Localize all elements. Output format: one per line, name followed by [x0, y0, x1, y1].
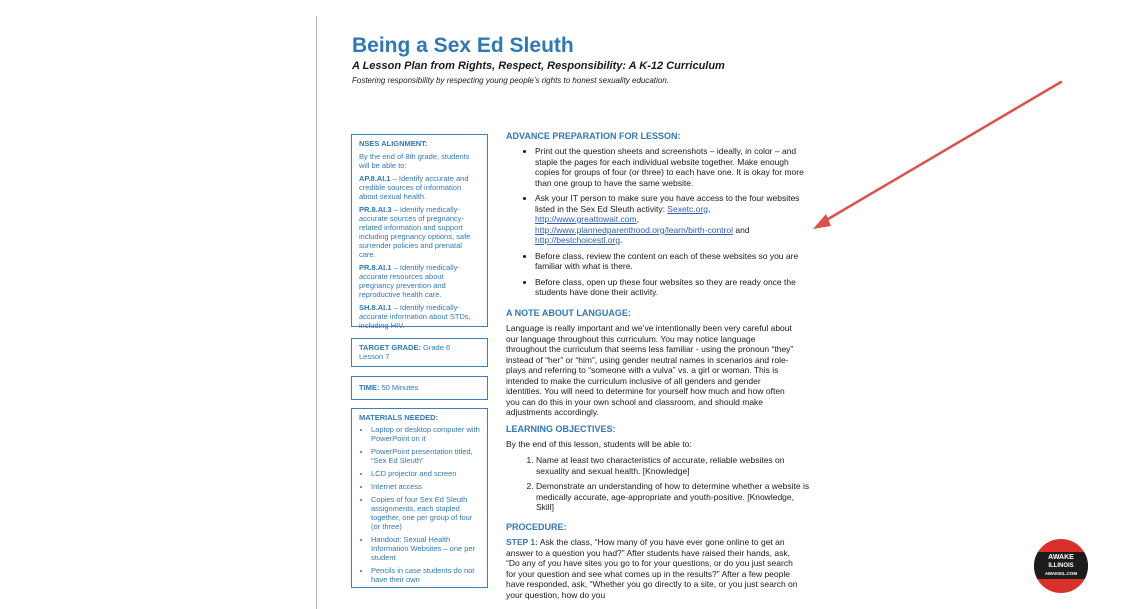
document-tagline: Fostering responsibility by respecting young people’s rights to honest sexuality education. [352, 76, 669, 85]
sexetc-link[interactable]: Sexetc.org [667, 203, 708, 214]
nses-text: – Identify accurate and credible sources of information about sexual health. [359, 174, 469, 201]
nses-text: – Identify medically-accurate resources about pregnancy prevention and reproductive health care. [359, 263, 460, 299]
materials-item: • Handout: Sexual Health Information Websites – one per student [371, 535, 480, 562]
time [359, 383, 480, 392]
advance-prep-text: Ask your IT person to make sure you have access to the four websites listed in the Sex Ed Sleuth activity: [535, 193, 800, 214]
document-subtitle: A Lesson Plan from Rights, Respect, Responsibility: A K-12 Curriculum [352, 60, 725, 72]
nses-intro: By the end of 8th grade, students will be able to: [359, 152, 470, 170]
logo-band [1034, 552, 1088, 579]
materials-list [359, 425, 480, 584]
advance-prep-heading: ADVANCE PREPARATION FOR LESSON: [506, 131, 681, 141]
materials-item: • LCD projector and screen [371, 469, 480, 478]
time-value: 50 Minutes [379, 383, 419, 392]
advance-prep-item: • Before class, review the content on each of these websites so you are familiar with what is there. [535, 251, 811, 272]
materials-item: • PowerPoint presentation titled, “Sex Ed Sleuth” [371, 447, 480, 465]
awake-illinois-logo [1034, 539, 1088, 593]
language-body: Language is really important and we’ve intentionally been very careful about our language throughout this curriculum. You may notice language throughout the curriculum that seems less familiar - using the pronoun “they” instead of “her” or “him”, using gender neutral names in scenarios and role-plays and referring to “someone with a vulva” vs. a girl or woman. This is intended to make the curriculum inclusive of all genders and gender identities. You will need to determine for yourself how much and how often you can do this in your own school and classroom, and should make adjustments accordingly. [506, 323, 794, 417]
nses-item [359, 205, 480, 259]
nses-alignment-box [351, 134, 488, 330]
separator: , [636, 214, 639, 224]
advance-prep-item [535, 193, 811, 246]
nses-item [359, 263, 480, 299]
nses-code: PR.8.AI.3 [359, 205, 392, 214]
step-label: STEP 1: [506, 537, 538, 547]
logo-line-1: AWAKE [1048, 554, 1074, 561]
materials-box [351, 408, 488, 588]
target-grade [359, 343, 480, 352]
procedure-step [506, 537, 798, 600]
nses-item [359, 303, 480, 330]
target-grade-box [351, 338, 488, 367]
bestchoicestl-link[interactable]: http://bestchoicestl.org [535, 235, 621, 245]
nses-code: PR.8.AI.1 [359, 263, 392, 272]
advance-prep-item: • Print out the question sheets and screenshots – ideally, in color – and staple the pages for each individual website together. Make enough copies for groups of four (or three) to each have one. It is okay for more than one group to have the same website. [535, 146, 811, 188]
nses-text: – Identify medically-accurate information about STDs, including HIV. [359, 303, 471, 330]
nses-text: – Identify medically-accurate sources of pregnancy-related information and support including pregnancy options, safe surrender policies and prenatal care. [359, 205, 471, 259]
time-box [351, 376, 488, 400]
materials-item: • Internet access [371, 482, 480, 491]
greattowait-link[interactable]: http://www.greattowait.com [535, 214, 637, 224]
logo-line-2: ILLINOIS [1048, 563, 1074, 569]
objectives-list [522, 455, 812, 518]
nses-item [359, 174, 480, 201]
nses-heading: NSES ALIGNMENT: [359, 139, 428, 148]
language-heading: A NOTE ABOUT LANGUAGE: [506, 308, 631, 318]
target-grade-value: Grade 6 [420, 343, 451, 352]
separator: and [732, 224, 750, 235]
objectives-heading: LEARNING OBJECTIVES: [506, 424, 616, 434]
objective-item: 1. Name at least two characteristics of accurate, reliable websites on sexuality and sexual health. [Knowledge] [536, 455, 812, 476]
materials-heading: MATERIALS NEEDED: [359, 413, 439, 422]
materials-item: • Laptop or desktop computer with PowerPoint on it [371, 425, 480, 443]
page-edge [316, 16, 317, 609]
target-grade-label: TARGET GRADE: [359, 343, 421, 352]
advance-prep-item: • Before class, open up these four websites so they are ready once the students have done their activity. [535, 277, 811, 298]
document-title: Being a Sex Ed Sleuth [352, 34, 574, 57]
objective-item: 2. Demonstrate an understanding of how to determine whether a website is medically accurate, age-appropriate and youth-positive. [Knowledge, Skill] [536, 481, 812, 513]
separator: , [707, 203, 711, 214]
logo-line-3: AWAKEIL.COM [1044, 571, 1078, 576]
materials-item: • Copies of four Sex Ed Sleuth assignments, each stapled together, one per group of four (or three) [371, 495, 480, 531]
period: . [620, 235, 623, 245]
advance-prep-list [522, 146, 811, 303]
plannedparenthood-link[interactable]: http://www.plannedparenthood.org/learn/birth-control [535, 224, 733, 235]
lesson-number: Lesson 7 [359, 352, 390, 361]
objectives-intro: By the end of this lesson, students will be able to: [506, 439, 692, 449]
time-label: TIME: [359, 383, 380, 392]
materials-item: • Pencils in case students do not have their own [371, 566, 480, 584]
nses-code: SH.8.AI.1 [359, 303, 392, 312]
procedure-heading: PROCEDURE: [506, 522, 567, 532]
step-text: Ask the class, “How many of you have ever gone online to get an answer to a question you had?” After students have raised their hands, ask, “Do any of you have sites you go to for your questions, or do you just search for your question and see what comes up in the results?” After a few people have responded, ask, “Whether you go directly to a site, or you just search on your question, how do you [506, 537, 798, 600]
nses-code: AP.8.AI.1 [359, 174, 391, 183]
